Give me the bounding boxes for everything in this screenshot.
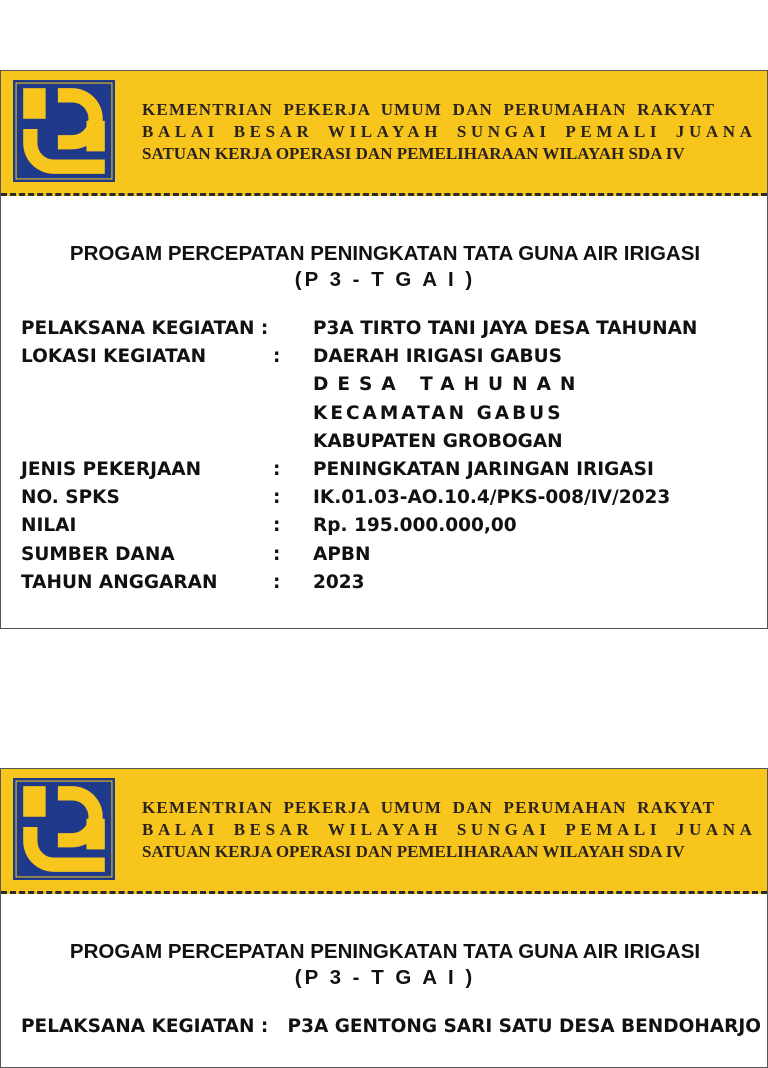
detail-value: IK.01.03-AO.10.4/PKS-008/IV/2023 bbox=[313, 487, 671, 509]
detail-row bbox=[21, 400, 761, 428]
detail-value: PENINGKATAN JARINGAN IRIGASI bbox=[313, 459, 654, 481]
river-basin-office: BALAI BESAR WILAYAH SUNGAI PEMALI JUANA bbox=[142, 820, 757, 839]
signboard-2 bbox=[0, 768, 768, 1068]
detail-label bbox=[21, 371, 273, 399]
work-unit: SATUAN KERJA OPERASI DAN PEMELIHARAAN WILAYAH SDA IV bbox=[142, 144, 685, 163]
detail-value: P3A GENTONG SARI SATU DESA BENDOHARJO bbox=[287, 1016, 761, 1037]
detail-row bbox=[21, 371, 761, 399]
detail-separator: : bbox=[273, 543, 281, 565]
detail-separator bbox=[273, 428, 313, 456]
detail-separator bbox=[273, 315, 313, 343]
detail-label: LOKASI KEGIATAN bbox=[21, 346, 207, 368]
detail-row bbox=[21, 569, 761, 597]
detail-label: PELAKSANA KEGIATAN : bbox=[21, 1016, 269, 1037]
river-basin-office: BALAI BESAR WILAYAH SUNGAI PEMALI JUANA bbox=[142, 122, 757, 141]
detail-separator: : bbox=[273, 571, 281, 593]
detail-row bbox=[21, 541, 761, 569]
pu-logo-icon bbox=[13, 80, 115, 182]
pu-logo-icon bbox=[13, 778, 115, 880]
detail-value: Rp. 195.000.000,00 bbox=[313, 515, 517, 537]
project-details bbox=[21, 315, 761, 597]
detail-value: P3A TIRTO TANI JAYA DESA TAHUNAN bbox=[313, 318, 698, 339]
detail-label bbox=[21, 428, 273, 456]
detail-separator: : bbox=[273, 515, 281, 537]
detail-value: DESA TAHUNAN bbox=[313, 374, 585, 396]
detail-separator: : bbox=[273, 346, 281, 368]
detail-value: APBN bbox=[313, 543, 371, 565]
detail-label: SUMBER DANA bbox=[21, 543, 175, 565]
detail-label: NO. SPKS bbox=[21, 487, 120, 509]
program-abbreviation: (P 3 - T G A I ) bbox=[294, 966, 476, 989]
detail-separator bbox=[268, 1013, 287, 1041]
detail-label: JENIS PEKERJAAN bbox=[21, 459, 202, 481]
program-title bbox=[1, 241, 768, 293]
project-details bbox=[21, 1013, 761, 1041]
detail-value: DAERAH IRIGASI GABUS bbox=[313, 346, 562, 368]
program-title-text: PROGAM PERCEPATAN PENINGKATAN TATA GUNA AIR IRIGASI bbox=[69, 242, 701, 265]
work-unit: SATUAN KERJA OPERASI DAN PEMELIHARAAN WILAYAH SDA IV bbox=[142, 842, 685, 861]
detail-separator bbox=[273, 400, 313, 428]
detail-row bbox=[21, 428, 761, 456]
detail-separator: : bbox=[273, 487, 281, 509]
program-title-text: PROGAM PERCEPATAN PENINGKATAN TATA GUNA AIR IRIGASI bbox=[69, 940, 701, 963]
detail-row bbox=[21, 512, 761, 540]
ministry-name: KEMENTRIAN PEKERJA UMUM DAN PERUMAHAN RAKYAT bbox=[142, 798, 716, 817]
detail-separator: : bbox=[273, 459, 281, 481]
agency-name bbox=[142, 797, 757, 863]
detail-row bbox=[21, 1013, 761, 1041]
detail-row bbox=[21, 484, 761, 512]
program-title bbox=[1, 939, 768, 991]
detail-row bbox=[21, 456, 761, 484]
detail-separator bbox=[273, 371, 313, 399]
program-abbreviation: (P 3 - T G A I ) bbox=[294, 268, 476, 291]
signboard-1 bbox=[0, 70, 768, 629]
board-header bbox=[1, 71, 767, 196]
ministry-name: KEMENTRIAN PEKERJA UMUM DAN PERUMAHAN RAKYAT bbox=[142, 100, 716, 119]
detail-label: TAHUN ANGGARAN bbox=[21, 571, 218, 593]
detail-label: NILAI bbox=[21, 515, 77, 537]
board-header bbox=[1, 769, 767, 894]
detail-label: PELAKSANA KEGIATAN : bbox=[21, 318, 269, 339]
detail-row bbox=[21, 343, 761, 371]
detail-label bbox=[21, 400, 273, 428]
detail-row bbox=[21, 315, 761, 343]
detail-value: KABUPATEN GROBOGAN bbox=[313, 430, 563, 452]
detail-value: KECAMATAN GABUS bbox=[313, 402, 564, 424]
detail-value: 2023 bbox=[313, 571, 365, 593]
agency-name bbox=[142, 99, 757, 165]
